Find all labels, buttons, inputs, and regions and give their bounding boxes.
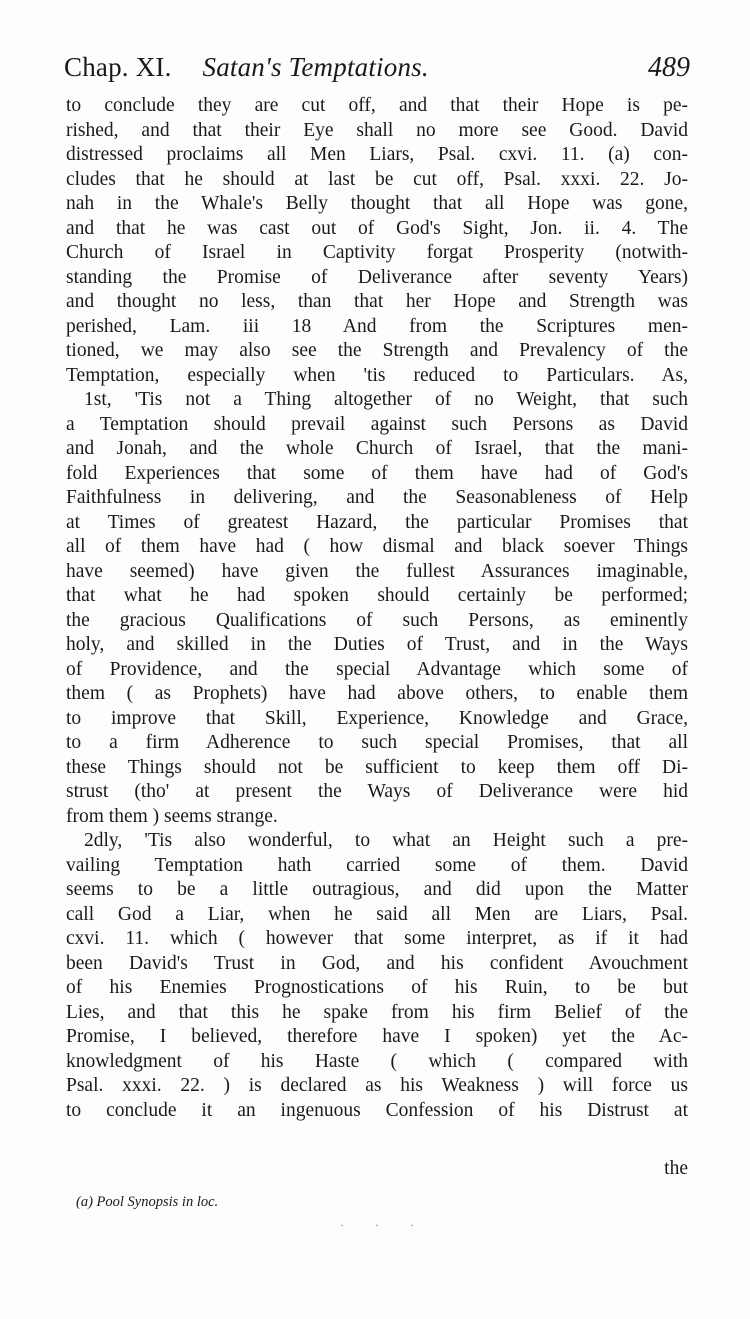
text-line: of his Enemies Prognostications of his Ruin, to be but: [66, 977, 688, 998]
text-line: to conclude it an ingenuous Confession of his Distrust at: [66, 1099, 688, 1121]
running-title: Satan's Temptations.: [202, 52, 429, 82]
text-line: Lies, and that this he spake from his firm Belief of the: [66, 1001, 688, 1023]
chapter-label: Chap. XI.: [64, 52, 172, 82]
text-line: Faithfulness in delivering, and the Seasonableness of Help: [66, 487, 688, 508]
text-line: been David's Trust in God, and his confident Avouchment: [66, 952, 688, 974]
text-line: knowledgment of his Haste ( which ( compared with: [66, 1050, 688, 1072]
text-line: Church of Israel in Captivity forgat Prosperity (notwith-: [66, 242, 688, 263]
footnote: (a) Pool Synopsis in loc.: [76, 1194, 219, 1210]
text-line: have seemed) have given the fullest Assurances imaginable,: [66, 560, 688, 582]
text-line: a Temptation should prevail against such Persons as David: [66, 413, 688, 435]
print-specks: · · ·: [340, 1218, 428, 1232]
text-line: 1st, 'Tis not a Thing altogether of no Weight, that such: [84, 389, 688, 410]
running-head: [64, 52, 429, 83]
text-line: Psal. xxxi. 22. ) is declared as his Weakness ) will force us: [66, 1075, 688, 1096]
text-line: fold Experiences that some of them have had of God's: [66, 462, 688, 484]
text-line: nah in the Whale's Belly thought that all Hope was gone,: [66, 193, 688, 214]
text-line: them ( as Prophets) have had above others, to enable them: [66, 683, 688, 704]
catchword: the: [664, 1158, 688, 1179]
text-line: the gracious Qualifications of such Persons, as eminently: [66, 609, 688, 631]
text-line: Promise, I believed, therefore have I spoken) yet the Ac-: [66, 1026, 688, 1047]
text-line: to conclude they are cut off, and that their Hope is pe-: [66, 95, 688, 116]
text-line: these Things should not be sufficient to keep them off Di-: [66, 756, 688, 778]
text-line: and thought no less, than that her Hope and Strength was: [66, 291, 688, 312]
text-line: vailing Temptation hath carried some of them. David: [66, 854, 688, 876]
text-line: seems to be a little outragious, and did upon the Matter: [66, 879, 688, 900]
text-line: of Providence, and the special Advantage which some of: [66, 658, 688, 680]
text-line: 2dly, 'Tis also wonderful, to what an Height such a pre-: [84, 830, 688, 851]
text-line: to a firm Adherence to such special Promises, that all: [66, 732, 688, 753]
page-header: [64, 52, 690, 94]
text-line: cxvi. 11. which ( however that some interpret, as if it had: [66, 928, 688, 949]
text-line: rished, and that their Eye shall no more see Good. David: [66, 119, 688, 141]
text-line: call God a Liar, when he said all Men are Liars, Psal.: [66, 903, 688, 925]
text-line: from them ) seems strange.: [66, 805, 278, 827]
text-line: that what he had spoken should certainly be performed;: [66, 585, 688, 606]
text-line: and Jonah, and the whole Church of Israel, that the mani-: [66, 438, 688, 459]
text-line: perished, Lam. iii 18 And from the Scriptures men-: [66, 315, 688, 337]
text-line: at Times of greatest Hazard, the particular Promises that: [66, 511, 688, 533]
text-line: cludes that he should at last be cut off, Psal. xxxi. 22. Jo-: [66, 168, 688, 190]
text-line: to improve that Skill, Experience, Knowledge and Grace,: [66, 707, 688, 729]
page-number: 489: [648, 52, 690, 83]
text-line: all of them have had ( how dismal and black soever Things: [66, 536, 688, 557]
body-text: [66, 94, 688, 1123]
text-line: Temptation, especially when 'tis reduced to Particulars. As,: [66, 364, 688, 386]
text-line: and that he was cast out of God's Sight, Jon. ii. 4. The: [66, 217, 688, 239]
text-line: holy, and skilled in the Duties of Trust, and in the Ways: [66, 634, 688, 655]
text-line: strust (tho' at present the Ways of Deliverance were hid: [66, 781, 688, 802]
text-line: standing the Promise of Deliverance after seventy Years): [66, 266, 688, 288]
text-line: tioned, we may also see the Strength and Prevalency of the: [66, 340, 688, 361]
text-line: distressed proclaims all Men Liars, Psal. cxvi. 11. (a) con-: [66, 144, 688, 165]
